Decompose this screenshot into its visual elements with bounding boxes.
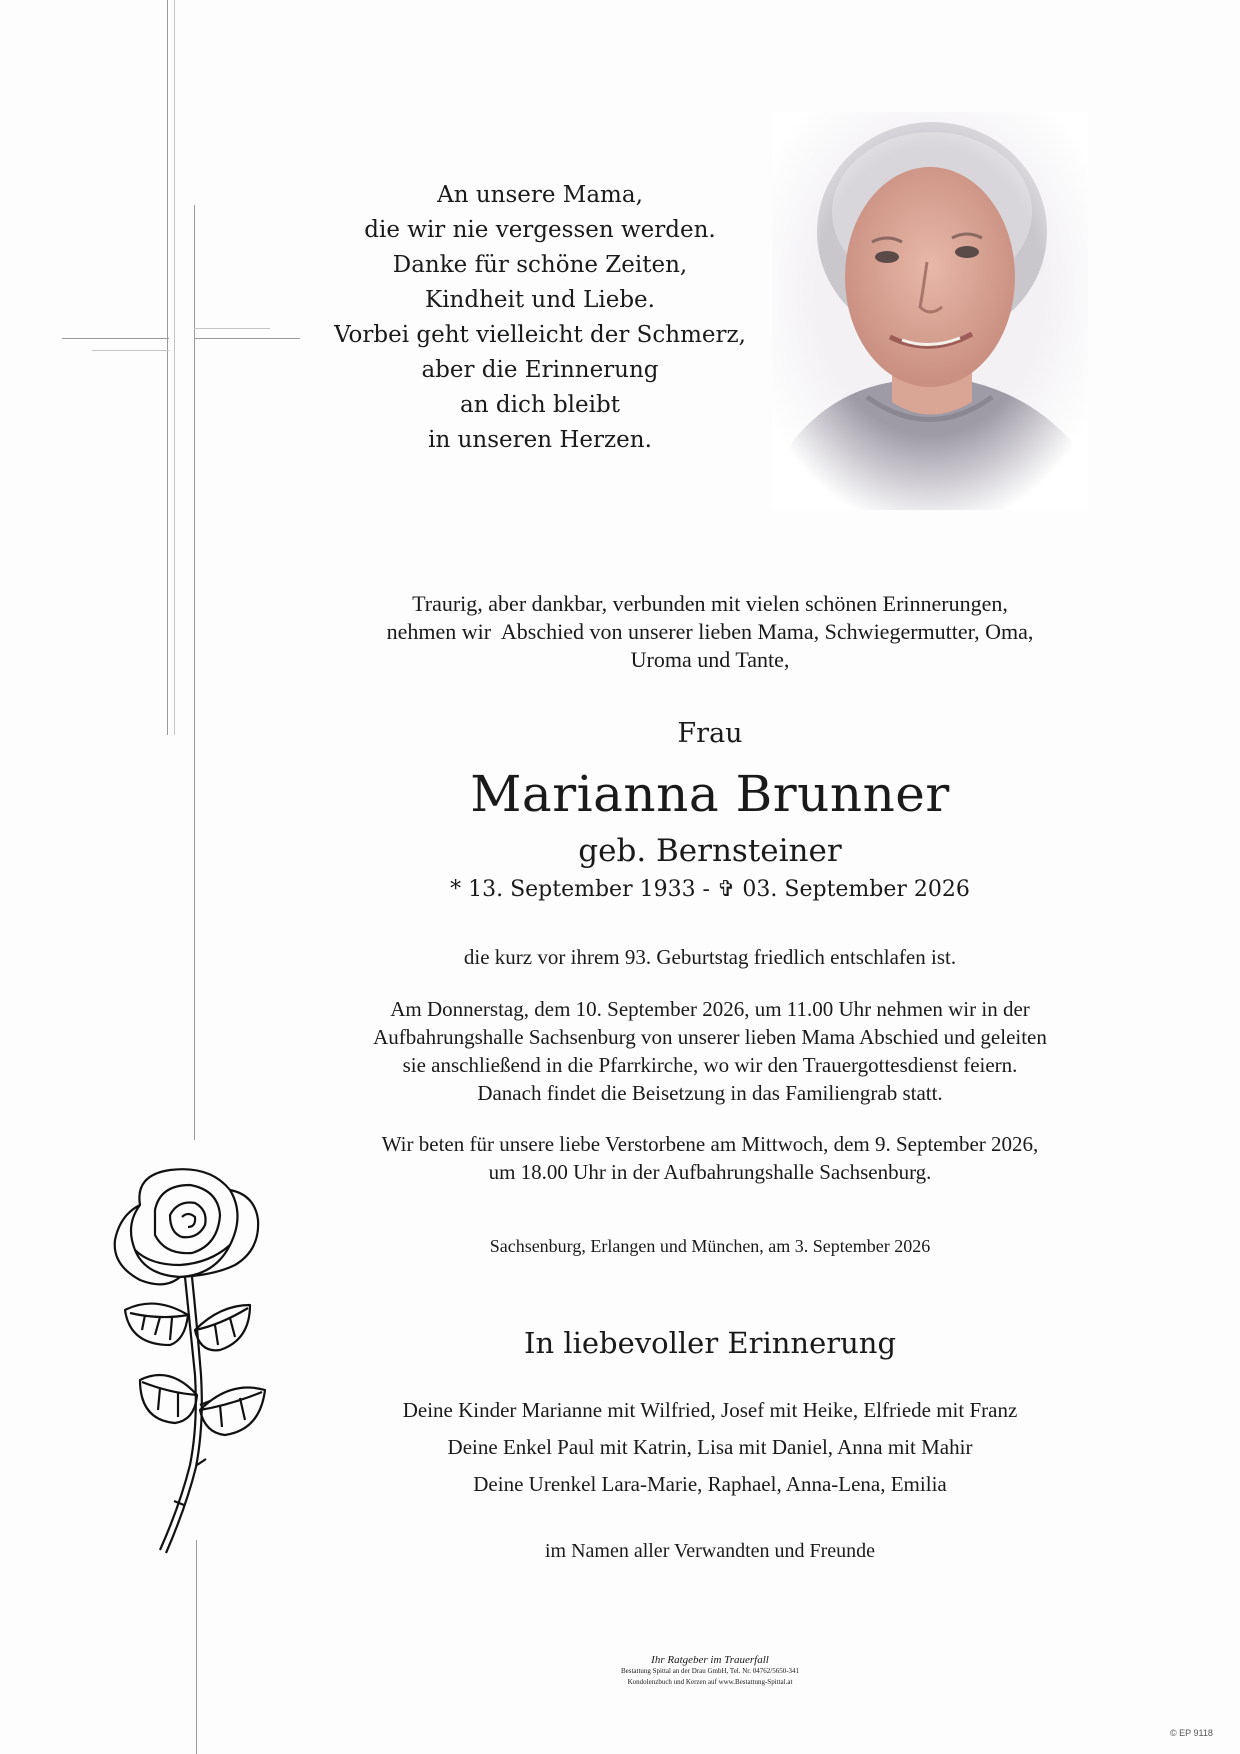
poem-line: An unsere Mama, <box>437 182 643 208</box>
footer-web: Kondolenzbuch und Kerzen auf www.Bestattung-Spittal.at <box>627 1678 793 1686</box>
cross-vertical-left-shadow <box>174 0 175 735</box>
poem <box>330 178 750 458</box>
prayer-line: Wir beten für unsere liebe Verstorbene am Mittwoch, dem 9. September 2026, <box>381 1132 1039 1156</box>
footer-company: Bestattung Spittal an der Drau GmbH, Tel. Nr. 04762/5650-341 <box>620 1667 800 1675</box>
family-line: Deine Urenkel Lara-Marie, Raphael, Anna-Lena, Emilia <box>473 1472 947 1496</box>
intro-text <box>290 590 1130 674</box>
cross-vertical-right <box>194 205 195 1140</box>
cross-beam-right <box>194 338 300 339</box>
memory-title: In liebevoller Erinnerung <box>523 1326 897 1360</box>
footer-tagline: Ihr Ratgeber im Trauerfall <box>651 1654 769 1666</box>
poem-line: Kindheit und Liebe. <box>425 287 655 313</box>
family-line: Deine Kinder Marianne mit Wilfried, Josef mit Heike, Elfriede mit Franz <box>402 1398 1018 1422</box>
deceased-name: Marianna Brunner <box>470 765 950 823</box>
poem-line: an dich bleibt <box>460 392 620 418</box>
poem-line: Vorbei geht vielleicht der Schmerz, <box>334 322 746 348</box>
prayer-line: um 18.00 Uhr in der Aufbahrungshalle Sachsenburg. <box>488 1160 932 1184</box>
rose-illustration <box>100 1165 300 1565</box>
footer <box>520 1655 900 1688</box>
funeral-line: Aufbahrungshalle Sachsenburg von unserer lieben Mama Abschied und geleiten <box>373 1025 1047 1049</box>
life-dates: * 13. September 1933 - ✞ 03. September 2026 <box>450 877 970 902</box>
portrait-photo <box>772 112 1088 510</box>
relatives-line: im Namen aller Verwandten und Freunde <box>544 1540 876 1562</box>
prayer-details <box>280 1130 1140 1186</box>
cross-beam-left-shadow <box>92 350 169 351</box>
poem-line: in unseren Herzen. <box>428 427 652 453</box>
cross-beam-right-shadow <box>194 328 270 329</box>
intro-line: nehmen wir Abschied von unserer lieben Mama, Schwiegermutter, Oma, <box>386 619 1034 644</box>
cross-vertical-bottom <box>196 1540 197 1754</box>
poem-line: die wir nie vergessen werden. <box>364 217 716 243</box>
poem-line: Danke für schöne Zeiten, <box>392 252 688 278</box>
poem-line: aber die Erinnerung <box>421 357 659 383</box>
age-line: die kurz vor ihrem 93. Geburtstag friedlich entschlafen ist. <box>463 945 957 969</box>
salutation: Frau <box>677 718 743 749</box>
family-list <box>300 1392 1120 1503</box>
family-line: Deine Enkel Paul mit Katrin, Lisa mit Daniel, Anna mit Mahir <box>447 1435 973 1459</box>
intro-line: Uroma und Tante, <box>630 647 790 672</box>
funeral-details <box>280 995 1140 1107</box>
cross-vertical-left <box>167 0 168 735</box>
funeral-line: Danach findet die Beisetzung in das Familiengrab statt. <box>477 1081 943 1105</box>
intro-line: Traurig, aber dankbar, verbunden mit vielen schönen Erinnerungen, <box>412 591 1008 616</box>
funeral-line: Am Donnerstag, dem 10. September 2026, um 11.00 Uhr nehmen wir in der <box>390 997 1030 1021</box>
place-date: Sachsenburg, Erlangen und München, am 3. September 2026 <box>489 1236 931 1256</box>
cross-beam-left <box>62 338 169 339</box>
document-code: © EP 9118 <box>1170 1728 1213 1738</box>
funeral-line: sie anschließend in die Pfarrkirche, wo wir den Trauergottesdienst feiern. <box>402 1053 1018 1077</box>
maiden-name: geb. Bernsteiner <box>578 833 842 869</box>
